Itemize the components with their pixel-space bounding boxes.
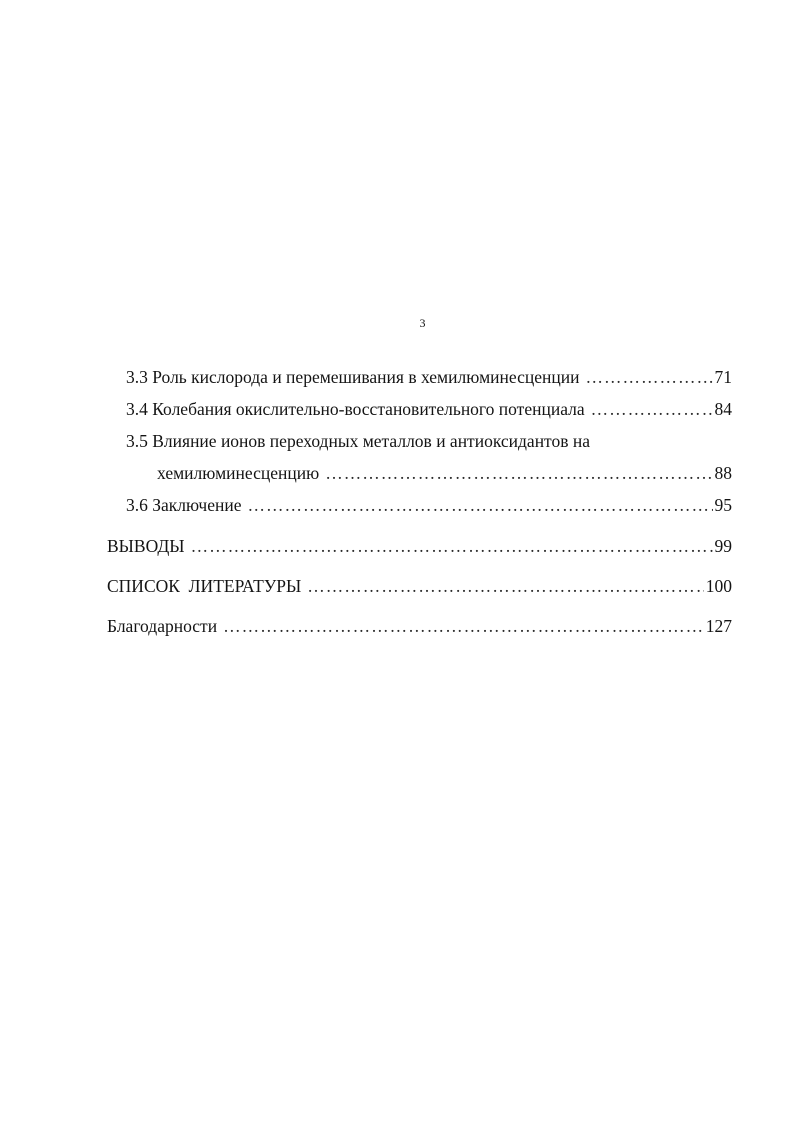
- toc-dot-leader: [191, 535, 713, 557]
- toc-dot-leader: [307, 575, 704, 597]
- toc-entry-page: 71: [714, 367, 732, 387]
- toc-entry-page: 100: [705, 576, 732, 596]
- toc-entry-title: ВЫВОДЫ: [107, 536, 185, 556]
- toc-entry-conclusions: [107, 535, 732, 557]
- toc-entry-title: 3.3 Роль кислорода и перемешивания в хемилюминесценции: [126, 367, 580, 387]
- toc-entry-title: СПИСОК ЛИТЕРАТУРЫ: [107, 576, 302, 596]
- toc-entry-title: 3.4 Колебания окислительно-восстановительного потенциала: [126, 399, 585, 419]
- page-number: 3: [419, 316, 426, 330]
- toc-entry-title: Благодарности: [107, 616, 218, 636]
- toc-entry-page: 95: [714, 495, 732, 515]
- toc-dot-leader: [223, 615, 704, 637]
- toc-entry-title: 3.6 Заключение: [126, 495, 242, 515]
- toc-entry-3-4: [126, 398, 732, 420]
- toc-dot-leader: [591, 398, 713, 420]
- toc-dot-leader: [585, 366, 712, 388]
- toc-entry-page: 99: [714, 536, 732, 556]
- toc-entry-title: хемилюминесценцию: [157, 463, 320, 483]
- toc-dot-leader: [248, 494, 713, 516]
- toc-entry-3-5: [157, 462, 732, 484]
- toc-entry-references: [107, 575, 732, 597]
- toc-entry-3-6: [126, 494, 732, 516]
- toc-entry-acknowledgements: [107, 615, 732, 637]
- toc-entry-page: 127: [705, 616, 732, 636]
- toc-entry-3-5-title-line1: 3.5 Влияние ионов переходных металлов и антиоксидантов на: [126, 431, 590, 451]
- toc-dot-leader: [325, 462, 712, 484]
- toc-entry-page: 88: [714, 463, 732, 483]
- toc-entry-page: 84: [714, 399, 732, 419]
- toc-entry-3-3: [126, 366, 732, 388]
